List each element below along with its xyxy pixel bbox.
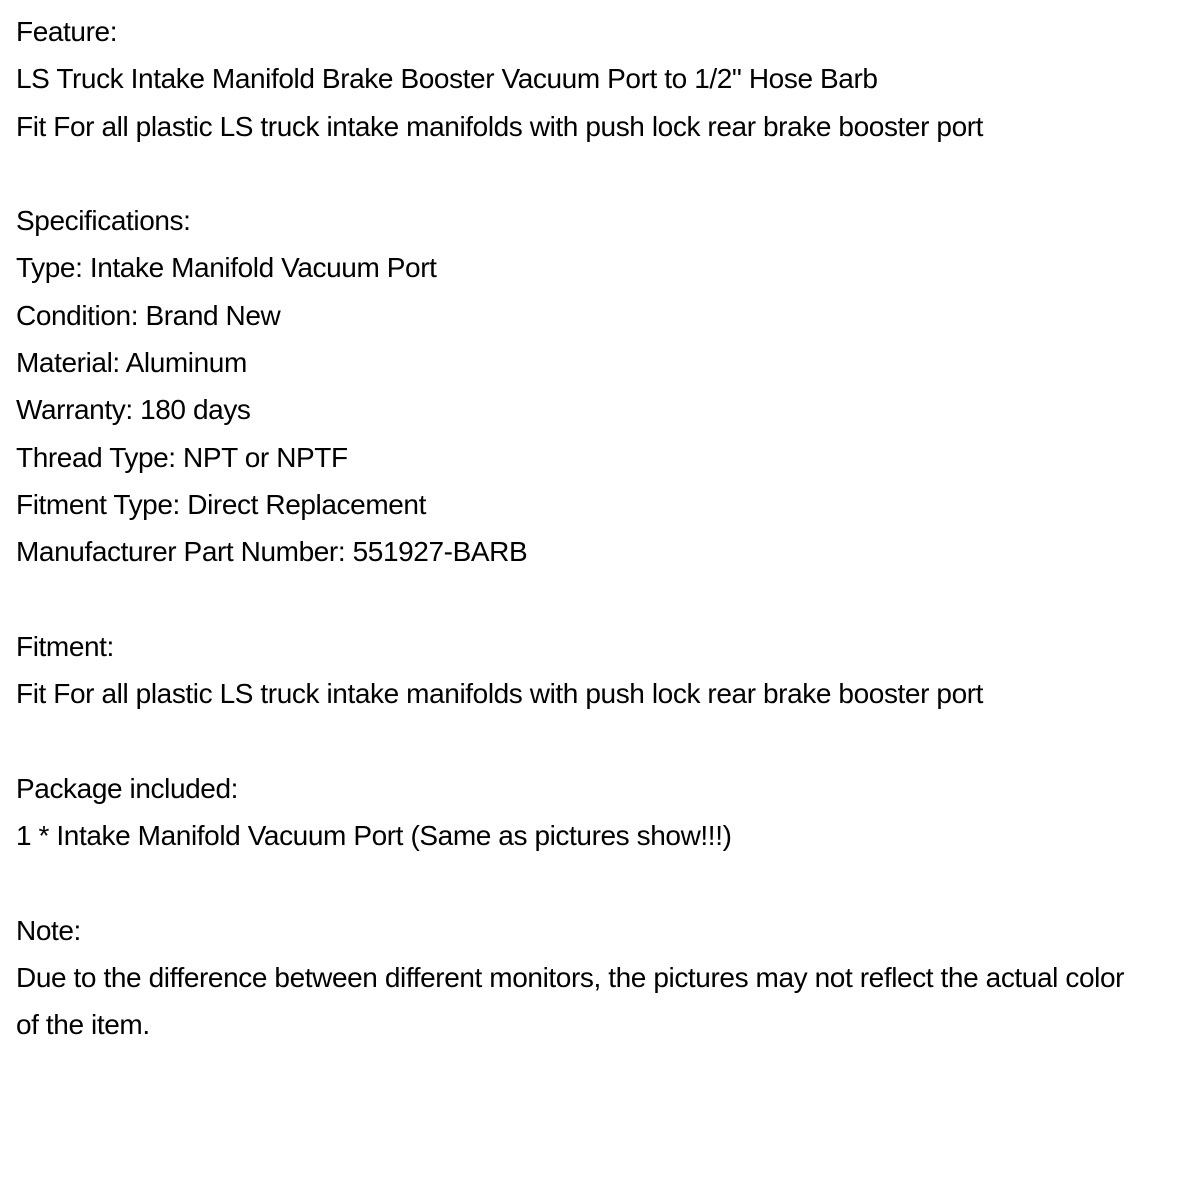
section-heading: Fitment: — [16, 630, 114, 662]
package-line: 1 * Intake Manifold Vacuum Port (Same as pictures show!!!) — [16, 820, 732, 852]
note-paragraph: Due to the difference between different monitors, the pictures may not reflect the actual color of the item. — [16, 961, 1125, 1041]
section-fitment — [16, 623, 1145, 718]
feature-line: Fit For all plastic LS truck intake manifolds with push lock rear brake booster port — [16, 110, 984, 142]
section-specifications — [16, 197, 1145, 575]
section-note — [16, 907, 1145, 1049]
section-heading: Feature: — [16, 16, 118, 47]
section-feature — [16, 8, 1145, 150]
spec-warranty: Warranty: 180 days — [16, 394, 251, 426]
spec-part-number: Manufacturer Part Number: 551927-BARB — [16, 536, 528, 568]
spec-condition: Condition: Brand New — [16, 299, 281, 331]
section-package-included — [16, 765, 1145, 860]
section-heading: Note: — [16, 914, 81, 946]
spec-material: Material: Aluminum — [16, 347, 247, 379]
spec-type: Type: Intake Manifold Vacuum Port — [16, 252, 437, 284]
spec-fitment-type: Fitment Type: Direct Replacement — [16, 488, 426, 520]
fitment-line: Fit For all plastic LS truck intake manifolds with push lock rear brake booster port — [16, 678, 984, 710]
feature-line: LS Truck Intake Manifold Brake Booster Vacuum Port to 1/2" Hose Barb — [16, 63, 878, 95]
section-heading: Specifications: — [16, 205, 191, 237]
section-heading: Package included: — [16, 772, 239, 804]
spec-thread-type: Thread Type: NPT or NPTF — [16, 441, 348, 473]
